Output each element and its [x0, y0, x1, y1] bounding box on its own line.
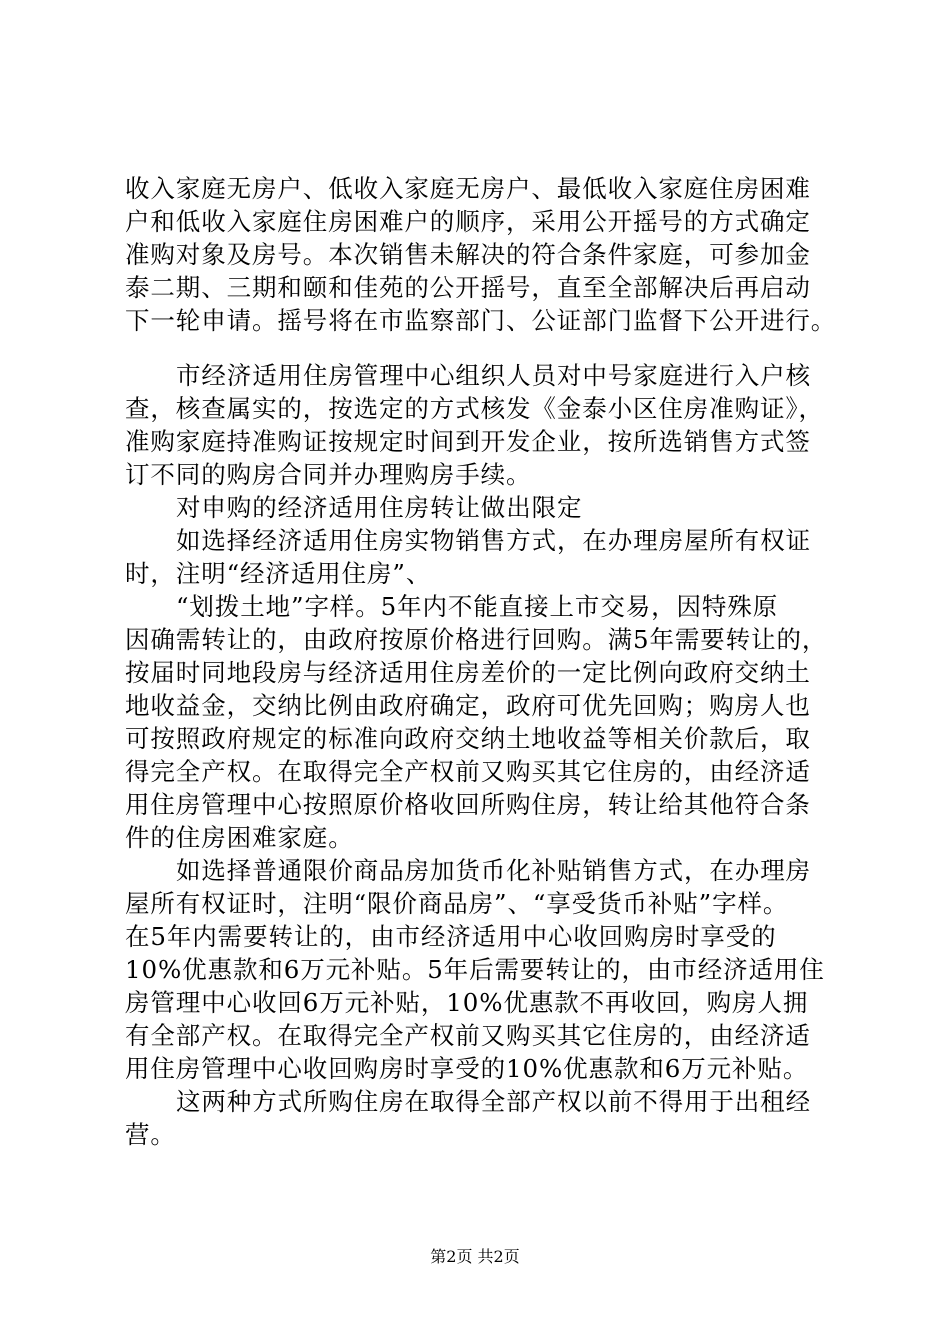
text-line: 得完全产权。在取得完全产权前又购买其它住房的，由经济适: [125, 757, 811, 786]
paragraph-rental-restriction: [125, 1085, 840, 1151]
text-line: 在5年内需要转让的，由市经济适用中心收回购房时享受的: [125, 922, 777, 951]
section-heading: 对申购的经济适用住房转让做出限定: [176, 493, 583, 522]
text-line: 房管理中心收回6万元补贴，10%优惠款不再收回，购房人拥: [125, 988, 809, 1017]
text-line: 准购对象及房号。本次销售未解决的符合条件家庭，可参加金: [125, 240, 811, 269]
text-line: 如选择普通限价商品房加货币化补贴销售方式，在办理房: [176, 856, 811, 885]
text-line: 用住房管理中心按照原价格收回所购住房，转让给其他符合条: [125, 790, 811, 819]
paragraph-physical-sale: [125, 524, 840, 590]
paragraph-verification: [125, 359, 840, 491]
text-line: 营。: [125, 1120, 176, 1149]
text-line: 户和低收入家庭住房困难户的顺序，采用公开摇号的方式确定: [125, 207, 811, 236]
text-line: 这两种方式所购住房在取得全部产权以前不得用于出租经: [176, 1087, 811, 1116]
text-line: 屋所有权证时，注明“限价商品房”、“享受货币补贴”字样。: [125, 889, 789, 918]
text-line: 可按照政府规定的标准向政府交纳土地收益等相关价款后，取: [125, 724, 811, 753]
text-line: 准购家庭持准购证按规定时间到开发企业，按所选销售方式签: [125, 427, 811, 456]
paragraph-limited-price: [125, 854, 840, 1085]
text-line: “划拨土地”字样。5年内不能直接上市交易，因特殊原: [176, 592, 779, 621]
text-line: 收入家庭无房户、低收入家庭无房户、最低收入家庭住房困难: [125, 174, 811, 203]
text-line: 10%优惠款和6万元补贴。5年后需要转让的，由市经济适用住: [125, 955, 825, 984]
text-line: 查，核查属实的，按选定的方式核发《金泰小区住房准购证》，: [125, 394, 824, 423]
page-number-footer: 第2页 共2页: [430, 1247, 520, 1266]
paragraph-gap: [125, 337, 840, 359]
text-line: 地收益金，交纳比例由政府确定，政府可优先回购；购房人也: [125, 691, 811, 720]
text-line: 泰二期、三期和颐和佳苑的公开摇号，直至全部解决后再启动: [125, 273, 811, 302]
text-line: 市经济适用住房管理中心组织人员对中号家庭进行入户核: [176, 361, 811, 390]
text-line: 下一轮申请。摇号将在市监察部门、公证部门监督下公开进行。: [125, 306, 837, 335]
text-line: 时，注明“经济适用住房”、: [125, 559, 432, 588]
text-line: 订不同的购房合同并办理购房手续。: [125, 460, 532, 489]
text-line: 如选择经济适用住房实物销售方式，在办理房屋所有权证: [176, 526, 811, 555]
text-line: 用住房管理中心收回购房时享受的10%优惠款和6万元补贴。: [125, 1054, 809, 1083]
text-line: 件的住房困难家庭。: [125, 823, 354, 852]
text-line: 有全部产权。在取得完全产权前又购买其它住房的，由经济适: [125, 1021, 811, 1050]
text-line: 因确需转让的，由政府按原价格进行回购。满5年需要转让的，: [125, 625, 828, 654]
text-line: 按届时同地段房与经济适用住房差价的一定比例向政府交纳土: [125, 658, 811, 687]
paragraph-transfer-rules: [125, 590, 840, 854]
paragraph-lottery: [125, 172, 840, 337]
document-body: [125, 172, 840, 1151]
